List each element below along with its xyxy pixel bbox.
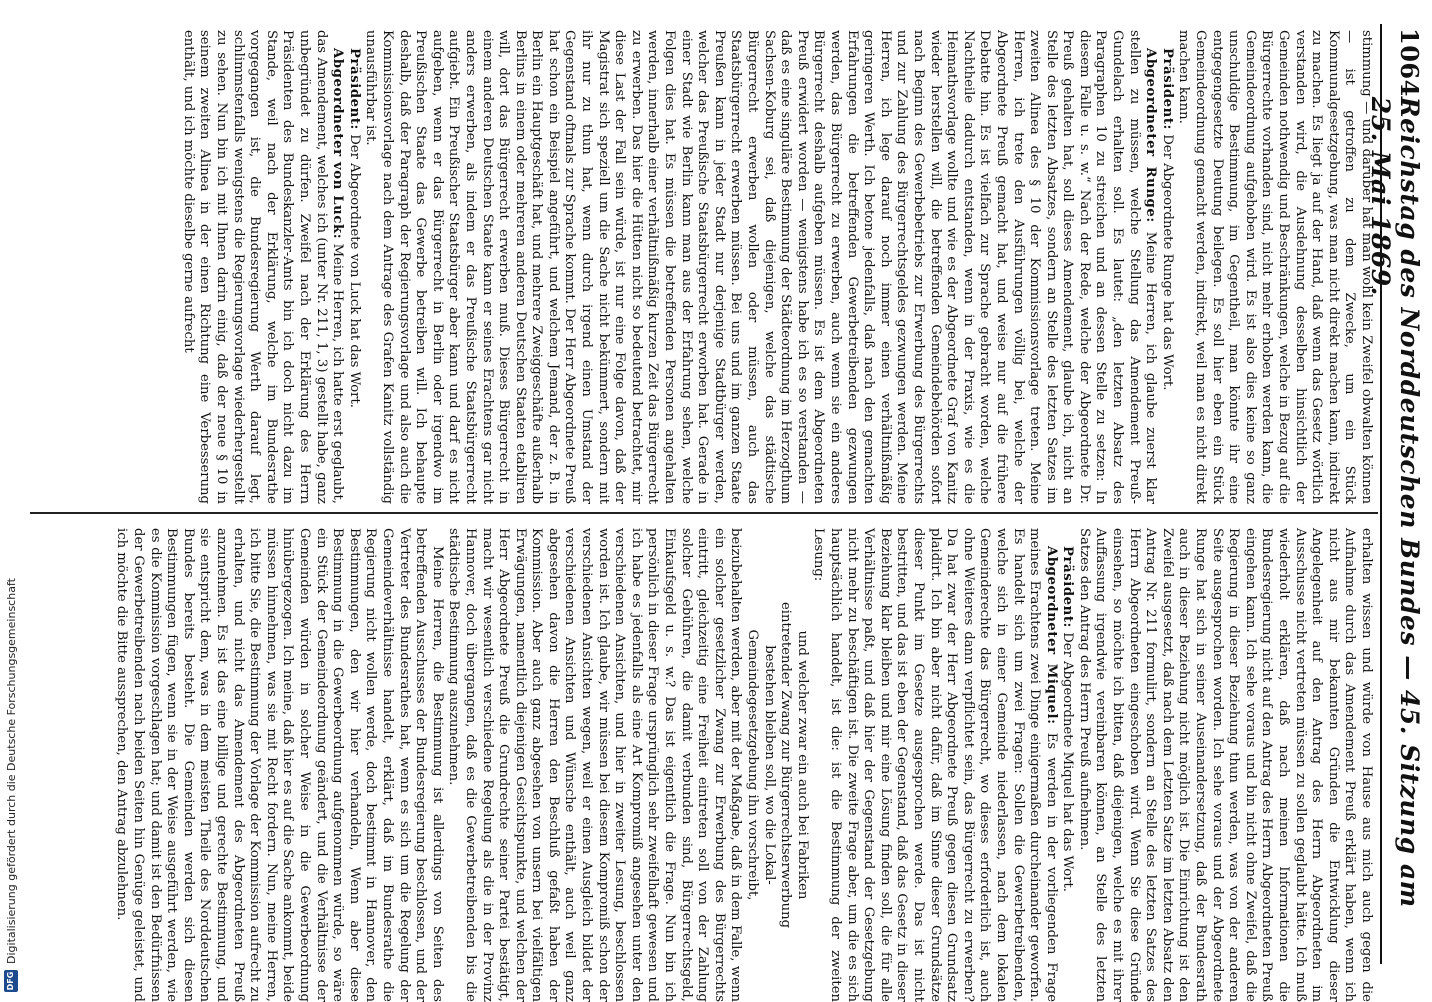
right-column	[113, 528, 1374, 1002]
speech-text: Der Abgeordnete von Luck hat das Wort.	[346, 130, 362, 408]
body-paragraph: erhalten wissen und würde von Hause aus mich auch gegen die Aufnahme durch das Amendement Preuß erklärt haben, wenn ich nicht aus mir bekannten Gründen die Entwicklung dieser Angelegenheit auf den Antrag des Herrn Abgeordneten im Ausschusse nicht vertreten müssen zu sollen geglaubt hätte. Ich muß wiederholt erklären, daß nach meinen Informationen die Bundesregierung nicht auf den Antrag des Herrn Abgeordneten Preuß eingehen kann. Ich sehe voraus und bin nicht ohne Zweifel, daß die Regierung in dieser Beziehung thun werden, was von der anderen Seite ausgesprochen worden. Ich sehe voraus und der Abgeordnete Runge hat sich in seiner Auseinandersetzung, daß der Bundesrath auch in dieser Beziehung nicht möglich ist. Die Einrichtung ist den Zweifel ausgesetzt, daß nach dem Letzten Satze im letzten Absatz den Antrag Nr. 211 formulirt, sondern an Stelle des letzten Satzes des Herrn Abgeordneten eingeschoben wird. Wenn Sie diese Gründe einsehen, so möchte ich bitten, daß diejenigen, welche es mit ihrer Auffassung irgendwie vereinbaren können, an Stelle des letzten Satzes den Antrag des Herrn Preuß aufnehmen.	[1076, 528, 1374, 1002]
page-title: Reichstag des Norddeutschen Bundes — 45. Sitzung am 25. Mai 1869.	[1366, 96, 1424, 908]
speech-text: Meine Herren, ich glaube zuerst klar stellen zu müssen, welche Stellung das Amendement Preuß-Gundelach erhalten soll. Es lautet: „den letzten Absatz des Paragraphen 10 zu streichen und an dessen Stelle zu setzen: In diesem Falle u. s. w.“ Nach der Rede, welche der Abgeordnete Dr. Preuß gehalten hat, soll dieses Amendement, glaube ich, nicht an Stelle des letzten Absatzes, sondern an Stelle des letzten Satzes im zweiten Alinea des § 10 der Kommissionsvorlage treten. Meine Herren, ich trete den Ausführungen völlig bei, welche der Abgeordnete Preuß gemacht hat, und weise nur auf die frühere Debatte hin. Es ist vielfach zur Sprache gebracht worden, welche Nachtheile dadurch entstanden, wenn in der Praxis, wie es die Heimathsvorlage wollte und wie es der Abgeordnete Graf von Kanitz wieder herstellen will, die betreffenden Gemeindebehörden sofort nach Beginn des Gewerbebetriebs zur Erwerbung des Bürgerrechts und zur Zahlung des Bürgerrechtsgeldes gezwungen werden. Meine Herren, ich lege darauf noch immer einen verhältnißmäßig geringeren Werth. Ich betone jedenfalls, daß nach den gemachten Erfahrungen die betreffenden Gewerbetreibenden gezwungen werden, das Bürgerrecht zu erwerben, auch wenn sie ein anderes Bürgerrecht deshalb aufgeben müssen. Es ist dem Abgeordneten Preuß erwidert worden — wenigstens habe ich es so verstanden — daß es eine singuläre Bestimmung der Städteordnung im Herzogthum Sachsen-Koburg sei, daß diejenigen, welche das städtische Bürgerrecht erwerben wollen oder müssen, auch das Staatsbürgerrecht erwerben müssen. Bei uns und im ganzen Staate Preußen kann in jeder Stadt nur derjenige Stadtbürger werden, welcher das Preußische Staatsbürgerrecht erworben hat. Gerade in einer Stadt wie Berlin kann man aus der Erfahrung sehen, welche Folgen dies hat. Es müssen die betreffenden Personen angehalten werden, innerhalb einer verhältnißmäßig kurzen Zeit das Bürgerrecht zu erwerben. Das hier die Hütten nicht so bedeutend betrachtet, mir diese Last der Fall sein würde, ist nur eine Folge davon, daß der Magistrat sich speziell um die Sache nicht bekümmert, sondern mit ihr nur zu thun hat, wenn durch irgend einen Umstand der Gegenstand oftmals zur Sprache kommt. Der Herr Abgeordnete Preuß hat schon ein Beispiel angeführt, und welchem Jemand, der z. B. in Berlin ein Hauptgeschäft hat, und mehrere Zweiggeschäfte außerhalb Berlins in einem oder mehreren anderen Deutschen Staaten etabliren will, dort das Bürgerrecht erwerben muß. Dieses Bürgerrecht in einem anderen Deutschen Staate kann er seines Erachtens gar nicht anders erwerben, als indem er das Preußische Staatsbürgerrecht aufgiebt. Ein Preußischer Staatsbürger aber kann und darf es nicht aufgeben, wenn er das Bürgerrecht in Berlin oder irgendwo im Preußischen Staate das Gewerbe betreiben will. Ich behaupte deshalb, daß der Paragraph der Regierungsvorlage und also auch die Kommissionsvorlage nach dem Antrage des Grafen Kanitz vollständig unausführbar ist.	[363, 30, 1159, 504]
speech-text: Der Abgeordnete Runge hat das Wort.	[1159, 130, 1175, 391]
page-number: 1064	[1395, 28, 1424, 97]
footer-text: Digitalisierung gefördert durch die Deutsche Forschungsgemeinschaft	[4, 578, 18, 964]
body-paragraph: stimmung — und darüber hat man wohl kein Zweifel obwalten können — ist getroffen zu dem Zwecke, um ein Stück Kommunalgesetzgebung, was man nicht direkt machen kann, indirekt zu machen. Es liegt ja auf der Hand, daß wenn das Gesetz wörtlich verstanden wird, die Ausdehnung desselben hinsichtlich der Gemeinden nothwendig und Beschränkungen, welche in Bezug auf die Bürgerrechte vorhanden sind, nicht mehr erhoben werden kann, die Gemeindeordnung aufgehoben wird. Es ist also dies keine so ganz unschuldige Bestimmung, im Gegentheil, man könnte ihr eine entgegengesetzte Deutung beilegen. Es soll hier eben ein Stück Gemeindeordnung gemacht werden, indirekt, weil man es nicht direkt machen kann.	[1176, 30, 1374, 504]
header-rule	[1380, 24, 1382, 964]
column-divider	[30, 512, 1378, 514]
left-column	[179, 30, 1374, 504]
speaker-name: Präsident:	[1159, 48, 1175, 131]
speech-text: Meine Herren, ich hatte erst geglaubt, das Amendement, welches ich (unter Nr. 211, 1, 3) gestellt habe, ganz unbegründet zu dürfen. Zweifel nach der Erklärung des Herrn Präsidenten des Bundeskanzler-Amts bin ich doch nicht dazu im Stande, weil nach der Erklärung, welche im Bundesrathe vorgegangen ist, die Bundesregierung Werth darauf legt, schlimmstenfalls wenigstens die Regierungsvorlage wiederhergestellt zu sehen. Nun bin ich mit Ihnen darin einig, daß der neue § 10 in seinem zweiten Alinea in der einen Richtung eine Verbesserung enthält, und ich möchte dieselbe gerne aufrecht	[180, 30, 346, 504]
speech-paragraph	[345, 30, 362, 504]
speaker-name: Abgeordneter Miquel:	[1043, 546, 1059, 725]
speech-paragraph	[179, 30, 345, 504]
speech-paragraph	[1059, 528, 1076, 1002]
body-paragraph: Meine Herren, die Bestimmung ist allerdings von Seiten des betreffenden Ausschusses der Bundesregierung beschlossen, und der Vertreter des Bundesrathes hat, wenn es sich um die Regelung der Gemeindeverhältnisse handelt, erklärt, daß im Bundesrathe die Regierung nicht wollen werde, doch bestimmt in Hannover, den Bestimmungen, den wir hier verhandeln, Wenn aber diese Bestimmung in die Gewerbeordnung aufgenommen würde, so wäre ein Stück der Gemeindeordnung geändert, und die Verhältnisse der Gemeinden würden in solcher Weise in die Gewerbeordnung hinübergezogen. Ich meine, daß hier es auf die Sache ankommt, beide müssen hinnehmen, was sie mit Recht fordern. Nun, meine Herren, ich bitte Sie, die Bestimmung der Vorlage der Kommission aufrecht zu erhalten, und nicht das Amendement des Abgeordneten Preuß anzunehmen. Es ist das eine billige und gerechte Bestimmung, und sie entspricht dem, was in dem meisten Theile des Norddeutschen Bundes bereits besteht. Die Gemeinden werden sich diesen Bestimmungen fügen, wenn sie in der Weise ausgeführt werden, wie es die Kommission vorgeschlagen hat; und damit ist den Bedürfnissen der Gewerbetreibenden nach beiden Seiten hin Genüge geleistet, und ich möchte die Bitte aussprechen, den Antrag abzulehnen.	[114, 528, 445, 1002]
speech-text: Der Abgeordnete Miquel hat das Wort.	[1060, 628, 1076, 892]
speaker-name: Abgeordneter von Luck:	[330, 48, 346, 240]
speech-paragraph	[810, 528, 1059, 1002]
body-paragraph: beizubehalten werden, aber mit der Maßgabe, daß in dem Falle, wenn ein solcher gesetzlicher Zwang zur Erwerbung des Bürgerrechts eintritt, gleichzeitig eine Freiheit eintreten soll von der Zahlung solcher Gebühren, die damit verbunden sind, Bürgerrechtsgeld, Einkaufsgeld u. s. w.? Das ist eigentlich die Frage. Nun bin ich persönlich in dieser Frage ursprünglich sehr zweifelhaft gewesen und ich habe es jedenfalls als eine Art Kompromiß angesehen unter den verschiedenen Ansichten, und hier in zweiter Lesung, beschlossen worden ist. Ich glaube, wir müssen bei diesem Kompromiß schon der verschiedenen Ansichten wegen, weil er einen Ausgleich bildet der verschiedenen Ansichten und Wünsche enthält, auch weil ganz abgesehen davon die Herren den Beschluß gefaßt haben der Kommission. Aber auch ganz abgesehen von unsern bei vielfältigen Erwägungen, namentlich diejenigen Gesichtspunkte, und welchen der Herr Abgeordnete Preuß die Grundrechte seiner Partei bestätigt, macht wir wesentlich verschiedene Regelung als die in der Provinz Hannover, doch übergangen, daß es die Gewerbetreibenden bis die städtische Bestimmung auszunehmen.	[446, 528, 744, 1002]
speech-text: Es werden in der vorliegenden Frage meines Erachtens zwei Dinge einigermaßen durcheinander geworfen. Es handelt sich um zwei Fragen: Sollen die Gewerbetreibenden, welche sich in einer Gemeinde niederlassen, nach dem lokalen Gemeinderechte das Bürgerrecht, wo dieses erforderlich ist, auch ohne Weiteres dann verpflichtet sein, das Bürgerrecht zu erwerben? Da hat zwar der Herr Abgeordnete Preuß gegen diesen Grundsatz plaidirt. Ich bin aber nicht dafür, daß im Sinne dieser Grundsätze dieser Punkt im Gesetze ausgesprochen werde. Das ist nicht bestritten, und das ist eben der Gegenstand, daß das Gesetz in dieser Beziehung klar bleiben und mir eine Lösung finden soll, die für alle Verhältnisse paßt, und daß hier der Gegenstand der Gesetzgebung nicht mehr zu beschäftigen ist. Die zweite Frage aber, um die es sich hauptsächlich handelt, ist die: ist die Bestimmung der zweiten Lesung:	[811, 528, 1059, 1002]
quoted-passage: und welcher zwar ein auch bei Fabriken eintretender Zwang zur Bürgerrechtserwerbung bestehen bleiben soll, wo die Lokal-Gemeindegesetzgebung ihn vorschreibt,	[745, 601, 810, 929]
speaker-name: Präsident:	[1060, 546, 1076, 629]
digitization-footer	[0, 0, 22, 1000]
speech-paragraph	[1158, 30, 1175, 504]
speaker-name: Präsident:	[346, 48, 362, 131]
speech-paragraph	[362, 30, 1159, 504]
page-header	[1366, 28, 1424, 960]
speaker-name: Abgeordneter Runge:	[1143, 48, 1159, 223]
dfg-logo-icon: DFG	[4, 970, 18, 992]
